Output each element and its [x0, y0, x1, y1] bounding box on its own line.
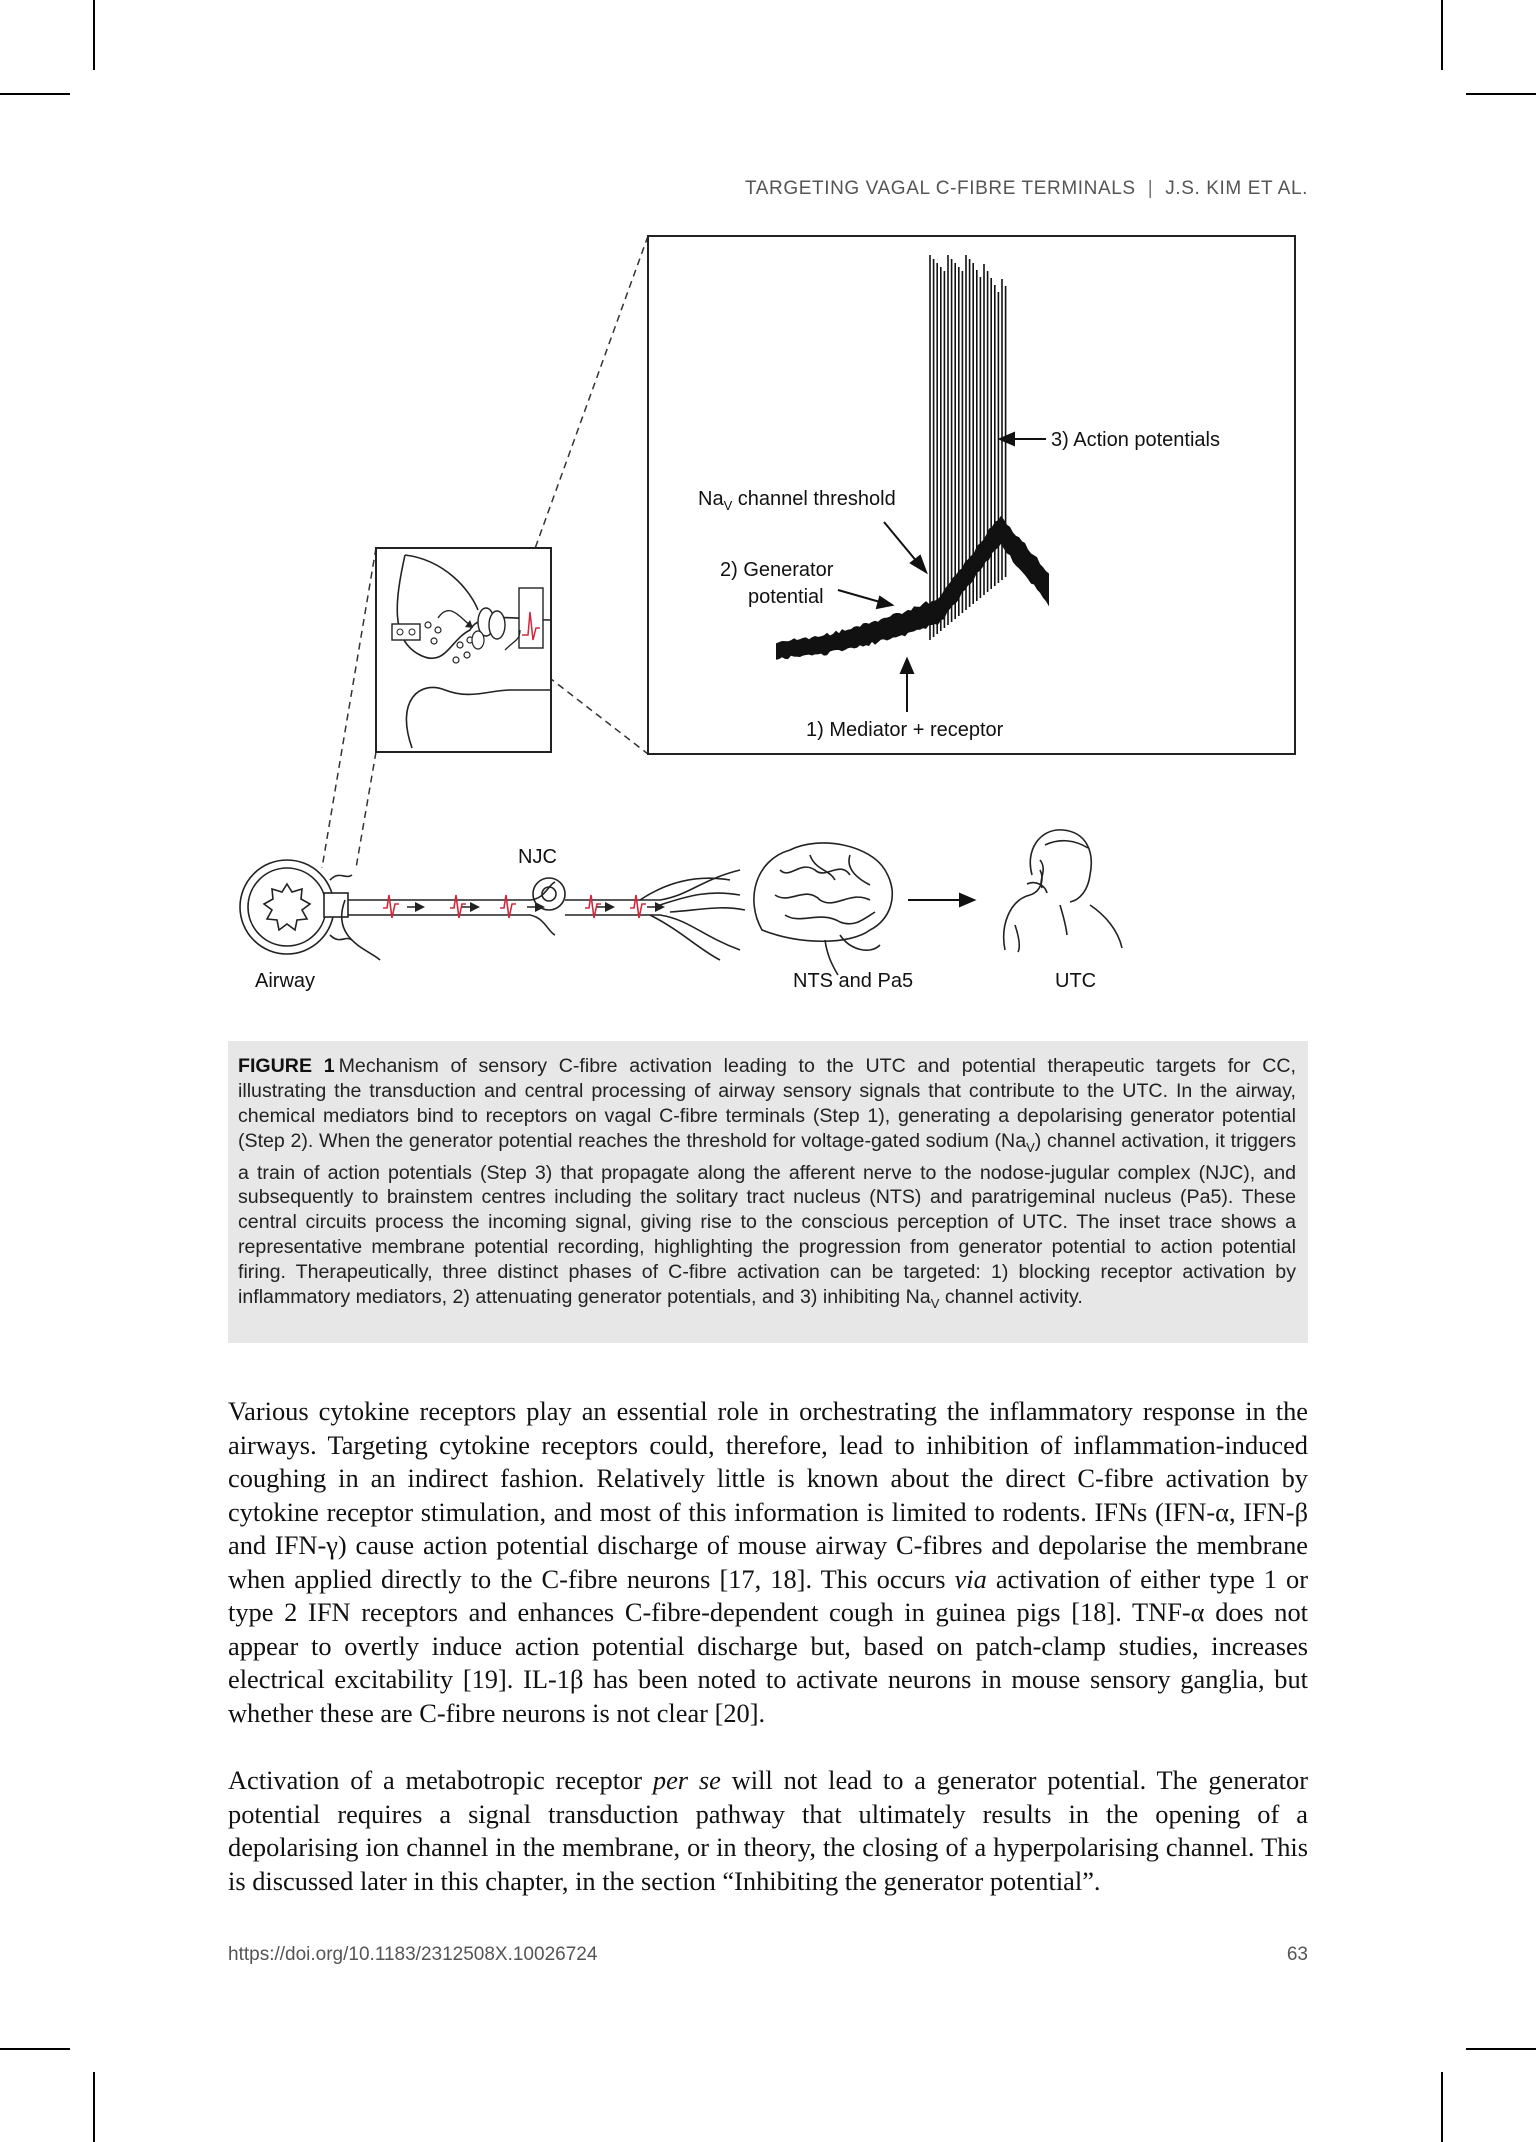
running-title: TARGETING VAGAL C-FIBRE TERMINALS — [744, 178, 1136, 199]
nts-label: NTS and Pa5 — [793, 970, 914, 992]
body-paragraph-2 — [228, 1764, 1308, 1898]
njc-label: NJC — [518, 846, 557, 868]
propagation-arrow — [415, 902, 425, 912]
caption-label: FIGURE 1 — [238, 1055, 335, 1077]
caption-text-3: channel activity. — [939, 1286, 1083, 1309]
utc-label: UTC — [1055, 970, 1097, 992]
airway-label: Airway — [255, 970, 316, 992]
crop-mark — [1466, 2048, 1536, 2050]
footer-doi[interactable]: https://doi.org/10.1183/2312508X.10026724 — [228, 1944, 598, 1965]
coughing-person-icon — [1004, 830, 1122, 952]
action-potentials-label: 3) Action potentials — [1051, 429, 1220, 451]
caption-text-1: Mechanism of sensory C-fibre activation leading to the UTC and potential therapeutic targets for CC, illustrating the transduction and central processing of airway sensory signals that contribute to the UTC. In the airway, chemical mediators bind to receptors on vagal C-fibre terminals (Step 1), generating a depolarising generator potential (Step 2). When the generator potential reaches the threshold for voltage-gated sodium (Na — [238, 1055, 1296, 1152]
p1-text: Various cytokine receptors play an essential role in orchestrating the inflammatory response in the airways. Targeting cytokine receptors could, therefore, lead to inhibition of inflammation-induced coughing in an indirect fashion. Relatively little is known about the direct C-fibre activation by cytokine receptor stimulation, and most of this information is limited to rodents. IFNs (IFN-α, IFN-β and IFN-γ) cause action potential discharge of mouse airway C-fibres and depolarise the membrane when applied directly to the C-fibre neurons [17, 18]. This occurs — [228, 1396, 1308, 1594]
crop-mark — [93, 2072, 95, 2142]
crop-mark — [1441, 2072, 1443, 2142]
caption-text-2: ) channel activation, it triggers a train of action potentials (Step 3) that propagate along the afferent nerve to the nodose-jugular complex (NJC), and subsequently to brainstem centres including the solitary tract nucleus (NTS) and paratrigeminal nucleus (Pa5). These central circuits process the incoming signal, giving rise to the conscious perception of UTC. The inset trace shows a representative membrane potential recording, highlighting the progression from generator potential to action potential firing. Therapeutically, three distinct phases of C-fibre activation can be targeted: 1) blocking receptor activation by inflammatory mediators, 2) attenuating generator potentials, and 3) inhibiting Na — [238, 1129, 1296, 1309]
page-number: 63 — [1286, 1944, 1308, 1965]
figure-illustration — [0, 0, 1536, 1030]
p1-rest: activation of either type 1 or type 2 IFN receptors and enhances C-fibre-dependent cough in guinea pigs [18]. TNF-α does not appear to overtly induce action potential discharge but, based on patch-clamp studies, increases electrical excitability [19]. IL-1β has been noted to activate neurons in mouse sensory ganglia, but whether these are C-fibre neurons is not clear [20]. — [228, 1563, 1308, 1728]
propagation-arrow — [605, 902, 615, 912]
generator-label-line2: potential — [748, 586, 824, 608]
nav-threshold-label: $Na_V$ channel threshold — [698, 488, 896, 513]
brain-to-utc-arrow — [908, 894, 974, 906]
brain-illustration — [754, 843, 892, 975]
mediator-label: 1) Mediator + receptor — [806, 719, 1004, 741]
body-paragraph-1 — [228, 1395, 1308, 1730]
generator-label-line1: 2) Generator — [720, 559, 834, 581]
caption-sub-1: V — [1026, 1139, 1035, 1155]
p2-text: Activation of a metabotropic receptor — [228, 1765, 643, 1795]
running-authors: J.S. KIM ET AL. — [1165, 178, 1308, 199]
afferent-nerve — [348, 870, 745, 960]
p2-rest: will not lead to a generator potential. The generator potential requires a signal transduction pathway that ultimately results in the opening of a depolarising ion channel in the membrane, or in theory, the closing of a hyperpolarising channel. This is discussed later in this chapter, in the section “Inhibiting the generator potential”. — [228, 1765, 1308, 1896]
separator: | — [1147, 178, 1154, 199]
terminal-inset — [376, 548, 551, 752]
airway-cross-section — [240, 860, 380, 960]
propagation-arrow — [470, 902, 480, 912]
caption-sub-2: V — [930, 1295, 940, 1311]
figure-caption — [228, 1041, 1308, 1343]
p2-italic: per se — [652, 1765, 721, 1795]
propagation-arrow — [535, 902, 545, 912]
crop-mark — [0, 2048, 70, 2050]
p1-italic: via — [954, 1563, 987, 1594]
